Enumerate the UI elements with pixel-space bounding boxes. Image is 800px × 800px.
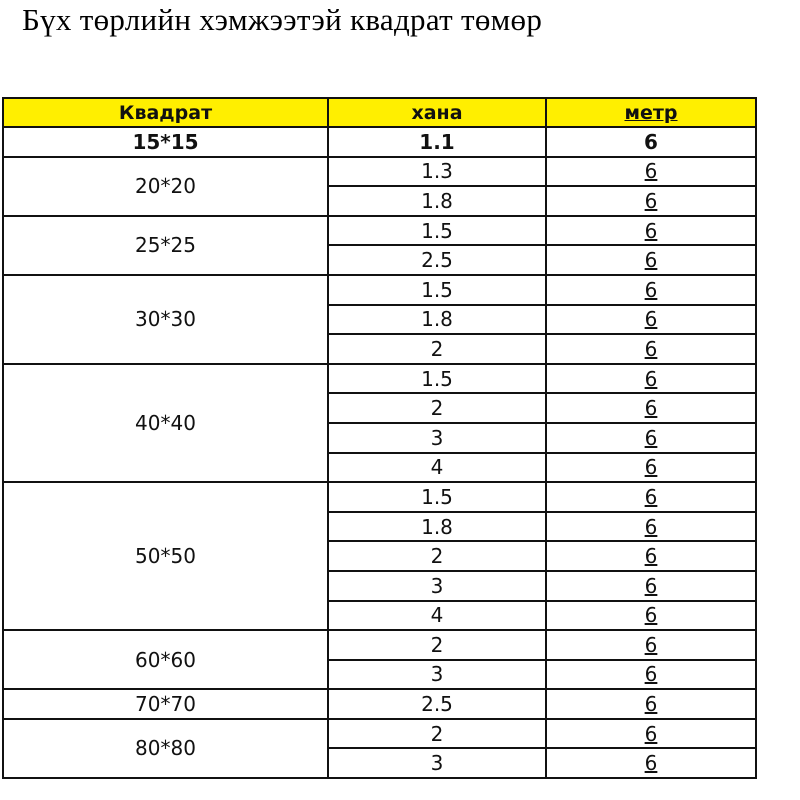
wall-thickness-cell: 2 bbox=[328, 393, 546, 423]
length-value: 6 bbox=[644, 692, 658, 717]
length-cell bbox=[546, 186, 756, 216]
length-cell bbox=[546, 630, 756, 660]
square-tube-table bbox=[2, 97, 757, 779]
table-row bbox=[3, 630, 756, 660]
length-value: 6 bbox=[644, 159, 658, 184]
wall-thickness-cell: 3 bbox=[328, 748, 546, 778]
length-value: 6 bbox=[644, 277, 658, 302]
wall-thickness-cell: 3 bbox=[328, 660, 546, 690]
length-value: 6 bbox=[644, 307, 658, 332]
table-body bbox=[3, 127, 756, 778]
length-cell bbox=[546, 571, 756, 601]
length-cell bbox=[546, 689, 756, 719]
square-size-cell: 50*50 bbox=[3, 482, 328, 630]
length-value: 6 bbox=[644, 721, 658, 746]
length-cell bbox=[546, 453, 756, 483]
wall-thickness-cell: 2 bbox=[328, 541, 546, 571]
length-cell bbox=[546, 719, 756, 749]
wall-thickness-cell: 4 bbox=[328, 601, 546, 631]
length-cell bbox=[546, 157, 756, 187]
length-cell bbox=[546, 660, 756, 690]
wall-thickness-cell: 1.5 bbox=[328, 364, 546, 394]
wall-thickness-cell: 4 bbox=[328, 453, 546, 483]
wall-thickness-cell: 2 bbox=[328, 630, 546, 660]
square-size-cell: 70*70 bbox=[3, 689, 328, 719]
length-cell bbox=[546, 423, 756, 453]
table-row bbox=[3, 482, 756, 512]
square-size-cell: 60*60 bbox=[3, 630, 328, 689]
wall-thickness-cell: 2.5 bbox=[328, 689, 546, 719]
wall-thickness-cell: 1.5 bbox=[328, 275, 546, 305]
length-cell bbox=[546, 601, 756, 631]
wall-thickness-cell: 1.1 bbox=[328, 127, 546, 157]
length-value: 6 bbox=[644, 366, 658, 391]
length-value: 6 bbox=[644, 425, 658, 450]
length-value: 6 bbox=[644, 455, 658, 480]
wall-thickness-cell: 1.5 bbox=[328, 482, 546, 512]
header-length-meter: метр bbox=[546, 98, 756, 127]
wall-thickness-cell: 2 bbox=[328, 719, 546, 749]
table-row bbox=[3, 216, 756, 246]
length-cell bbox=[546, 393, 756, 423]
table-row bbox=[3, 157, 756, 187]
square-size-cell: 20*20 bbox=[3, 157, 328, 216]
table-row bbox=[3, 127, 756, 157]
page-title: Бүх төрлийн хэмжээтэй квадрат төмөр bbox=[22, 2, 543, 37]
length-value: 6 bbox=[644, 484, 658, 509]
square-size-cell: 80*80 bbox=[3, 719, 328, 778]
table-row bbox=[3, 719, 756, 749]
wall-thickness-cell: 1.3 bbox=[328, 157, 546, 187]
length-cell bbox=[546, 275, 756, 305]
length-value: 6 bbox=[644, 573, 658, 598]
wall-thickness-cell: 3 bbox=[328, 423, 546, 453]
header-square-size: Квадрат bbox=[3, 98, 328, 127]
length-value: 6 bbox=[644, 218, 658, 243]
table-row bbox=[3, 275, 756, 305]
length-value: 6 bbox=[644, 751, 658, 776]
length-value: 6 bbox=[644, 603, 658, 628]
length-value: 6 bbox=[644, 632, 658, 657]
square-size-cell: 15*15 bbox=[3, 127, 328, 157]
wall-thickness-cell: 1.5 bbox=[328, 216, 546, 246]
table-row bbox=[3, 364, 756, 394]
length-cell bbox=[546, 334, 756, 364]
length-cell bbox=[546, 216, 756, 246]
length-cell bbox=[546, 748, 756, 778]
length-value: 6 bbox=[644, 662, 658, 687]
wall-thickness-cell: 2.5 bbox=[328, 245, 546, 275]
length-cell bbox=[546, 482, 756, 512]
length-cell bbox=[546, 127, 756, 157]
header-wall-thickness: хана bbox=[328, 98, 546, 127]
square-size-cell: 40*40 bbox=[3, 364, 328, 482]
length-value: 6 bbox=[644, 544, 658, 569]
length-value: 6 bbox=[644, 248, 658, 273]
length-cell bbox=[546, 245, 756, 275]
length-cell bbox=[546, 364, 756, 394]
wall-thickness-cell: 1.8 bbox=[328, 186, 546, 216]
length-value: 6 bbox=[644, 188, 658, 213]
length-cell bbox=[546, 512, 756, 542]
wall-thickness-cell: 1.8 bbox=[328, 305, 546, 335]
wall-thickness-cell: 3 bbox=[328, 571, 546, 601]
wall-thickness-cell: 1.8 bbox=[328, 512, 546, 542]
square-size-cell: 25*25 bbox=[3, 216, 328, 275]
table-header-row bbox=[3, 98, 756, 127]
length-value: 6 bbox=[644, 336, 658, 361]
length-value: 6 bbox=[644, 396, 658, 421]
square-size-cell: 30*30 bbox=[3, 275, 328, 364]
length-cell bbox=[546, 305, 756, 335]
length-value: 6 bbox=[644, 514, 658, 539]
table-row bbox=[3, 689, 756, 719]
wall-thickness-cell: 2 bbox=[328, 334, 546, 364]
length-cell bbox=[546, 541, 756, 571]
length-value: 6 bbox=[644, 129, 658, 154]
